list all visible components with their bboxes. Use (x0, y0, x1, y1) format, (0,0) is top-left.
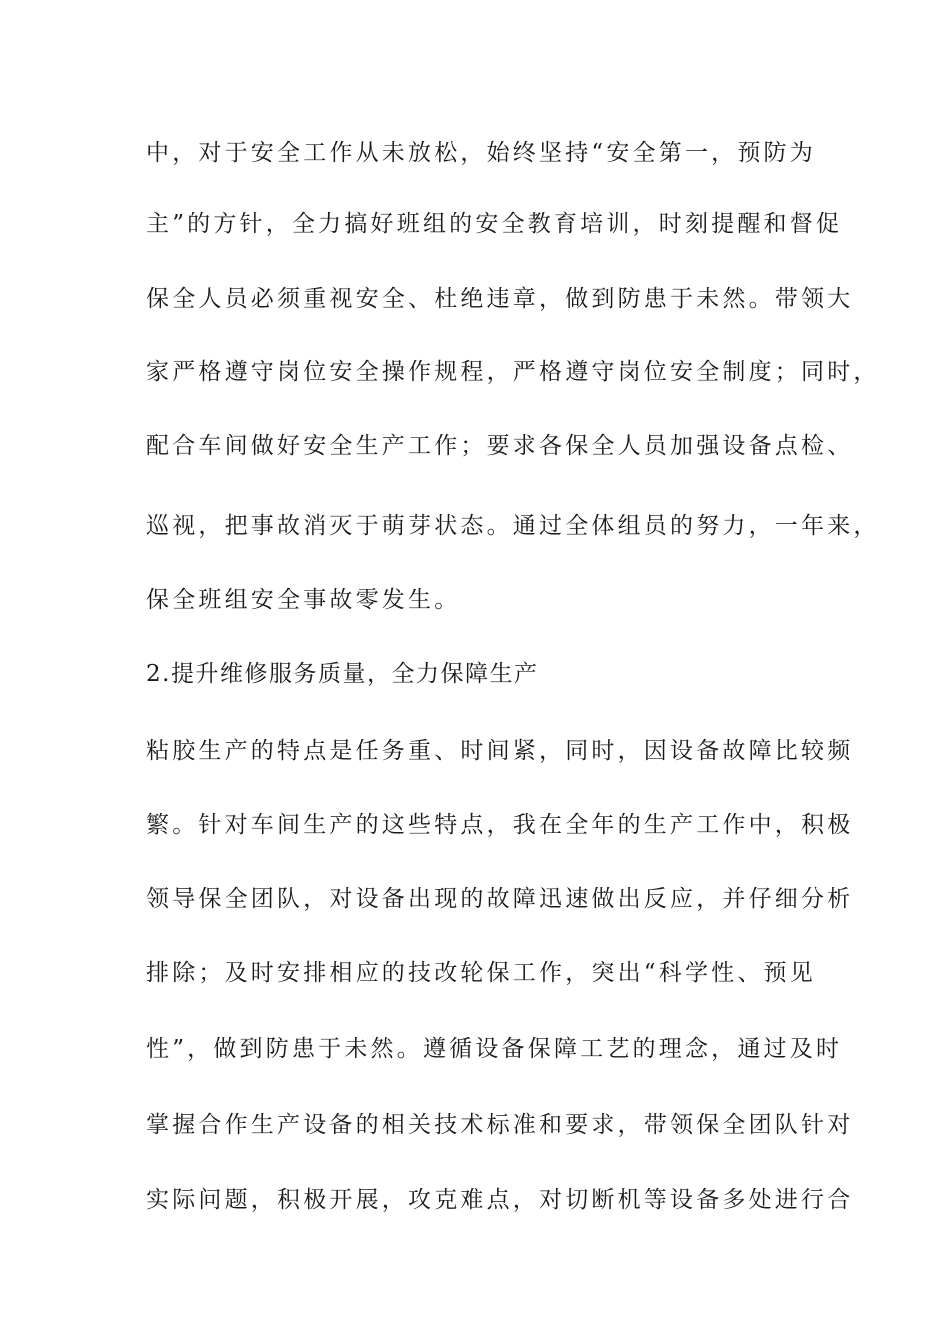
paragraph-line: 保全班组安全事故零发生。 (146, 587, 461, 613)
paragraph-line: 实际问题，积极开展，攻克难点，对切断机等设备多处进行合 (146, 1187, 854, 1213)
paragraph-line: 中，对于安全工作从未放松，始终坚持“安全第一，预防为 (146, 140, 816, 166)
paragraph-line: 粘胶生产的特点是任务重、时间紧，同时，因设备故障比较频 (146, 738, 854, 764)
paragraph-line: 领导保全团队，对设备出现的故障迅速做出反应，并仔细分析 (146, 886, 854, 912)
paragraph-line: 巡视，把事故消灭于萌芽状态。通过全体组员的努力，一年来， (146, 513, 880, 539)
paragraph-line: 性”，做到防患于未然。遵循设备保障工艺的理念，通过及时 (146, 1036, 843, 1062)
paragraph-line: 繁。针对车间生产的这些特点，我在全年的生产工作中，积极 (146, 812, 854, 838)
section-heading: 2.提升维修服务质量，全力保障生产 (146, 661, 539, 687)
paragraph-line: 排除；及时安排相应的技改轮保工作，突出“科学性、预见 (146, 960, 816, 986)
paragraph-line: 主”的方针，全力搞好班组的安全教育培训，时刻提醒和督促 (146, 211, 843, 237)
paragraph-line: 配合车间做好安全生产工作；要求各保全人员加强设备点检、 (146, 433, 854, 459)
paragraph-line: 掌握合作生产设备的相关技术标准和要求，带领保全团队针对 (146, 1112, 854, 1138)
paragraph-line: 保全人员必须重视安全、杜绝违章，做到防患于未然。带领大 (146, 286, 854, 312)
paragraph-line: 家严格遵守岗位安全操作规程，严格遵守岗位安全制度；同时， (146, 359, 880, 385)
